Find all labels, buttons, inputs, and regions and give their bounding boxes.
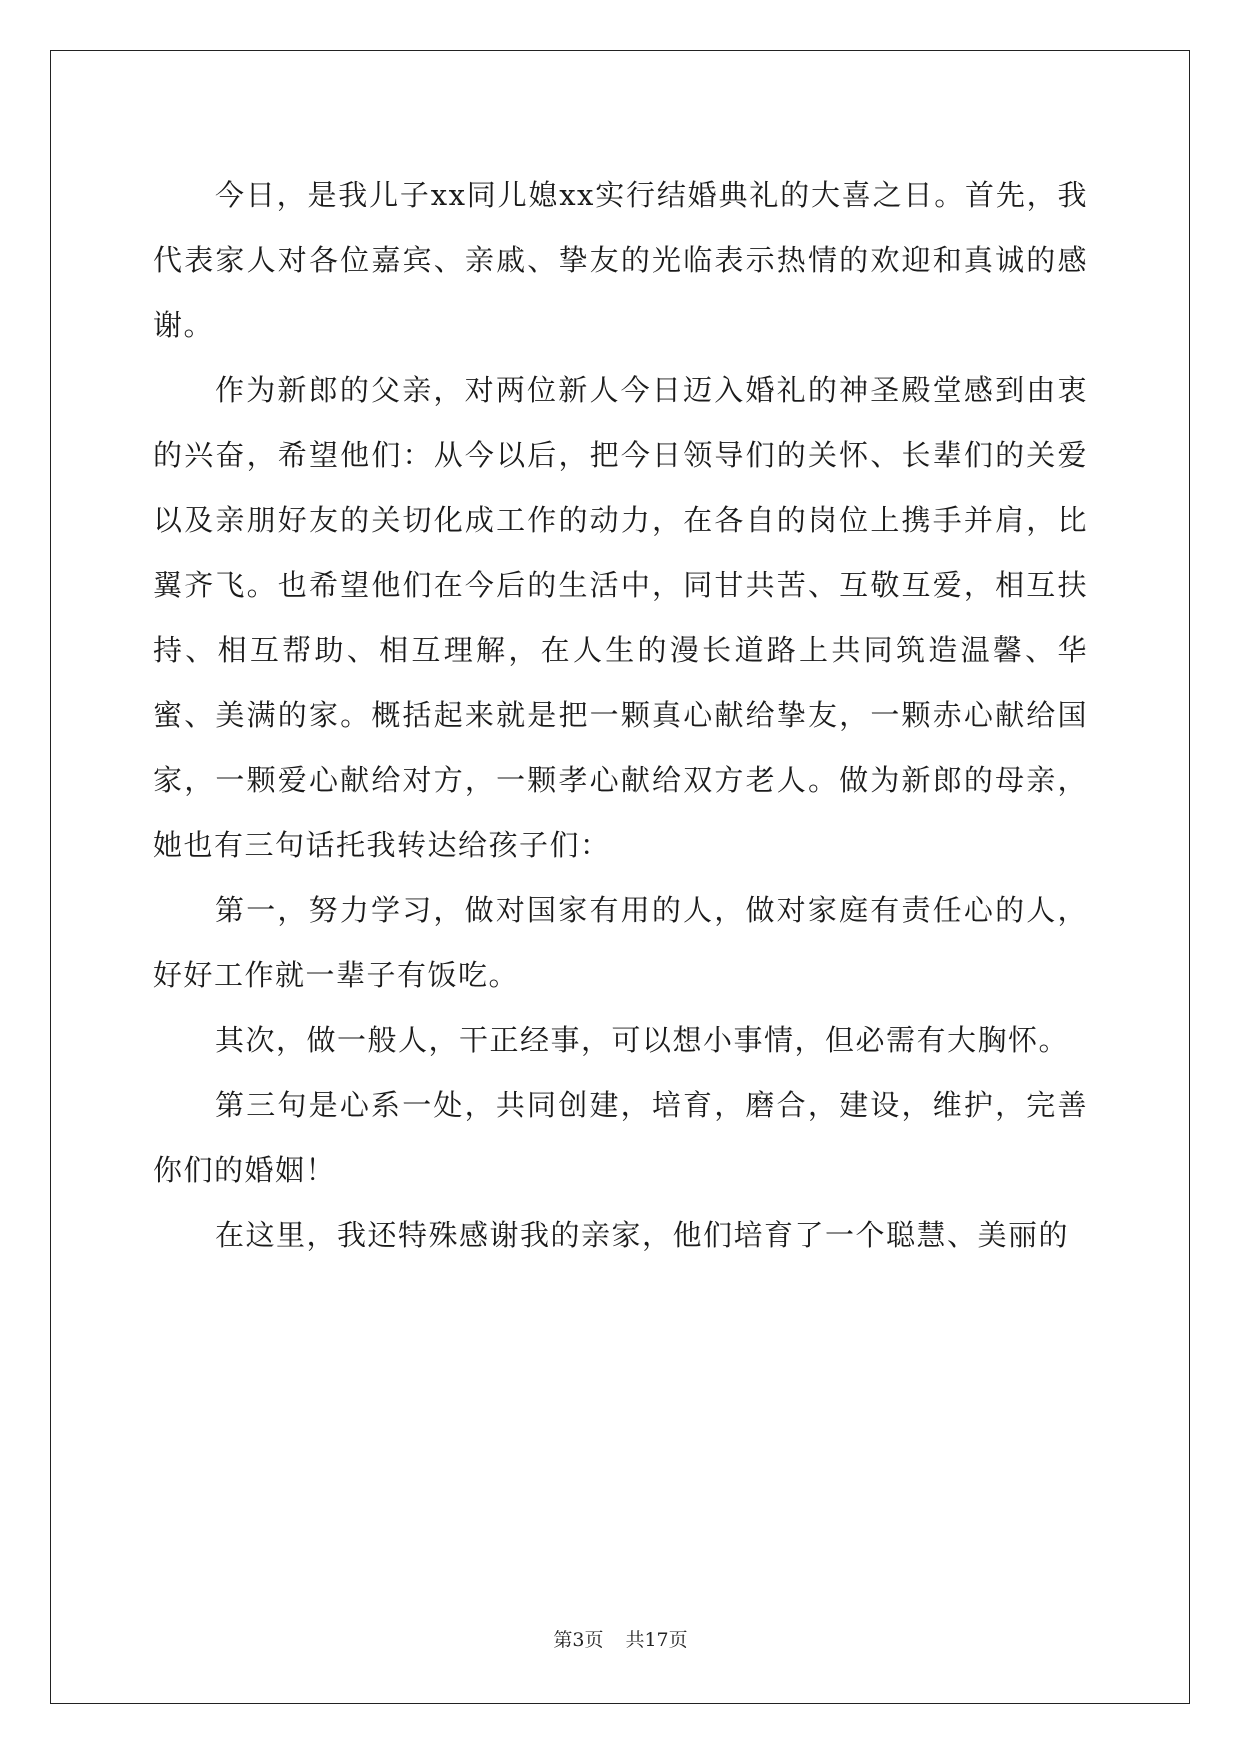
paragraph-1: 今日，是我儿子xx同儿媳xx实行结婚典礼的大喜之日。首先，我代表家人对各位嘉宾、亲戚、挚友的光临表示热情的欢迎和真诚的感谢。: [153, 178, 1088, 342]
page-number: 第3页: [553, 1629, 604, 1651]
page-footer: [0, 1625, 1241, 1652]
document-body: [153, 163, 1088, 1268]
paragraph-3: 第一，努力学习，做对国家有用的人，做对家庭有责任心的人，好好工作就一辈子有饭吃。: [153, 893, 1088, 992]
paragraph-6: 在这里，我还特殊感谢我的亲家，他们培育了一个聪慧、美丽的: [215, 1218, 1070, 1252]
paragraph-2: 作为新郎的父亲，对两位新人今日迈入婚礼的神圣殿堂感到由衷的兴奋，希望他们：从今以后，把今日领导们的关怀、长辈们的关爱以及亲朋好友的关切化成工作的动力，在各自的岗位上携手并肩，比翼齐飞。也希望他们在今后的生活中，同甘共苦、互敬互爱，相互扶持、相互帮助、相互理解，在人生的漫长道路上共同筑造温馨、华蜜、美满的家。概括起来就是把一颗真心献给挚友，一颗赤心献给国家，一颗爱心献给对方，一颗孝心献给双方老人。做为新郎的母亲，她也有三句话托我转达给孩子们：: [153, 373, 1088, 862]
paragraph-5: 第三句是心系一处，共同创建，培育，磨合，建设，维护，完善你们的婚姻！: [153, 1088, 1088, 1187]
paragraph-4: 其次，做一般人，干正经事，可以想小事情，但必需有大胸怀。: [215, 1023, 1070, 1057]
page-total: 共17页: [625, 1629, 688, 1651]
